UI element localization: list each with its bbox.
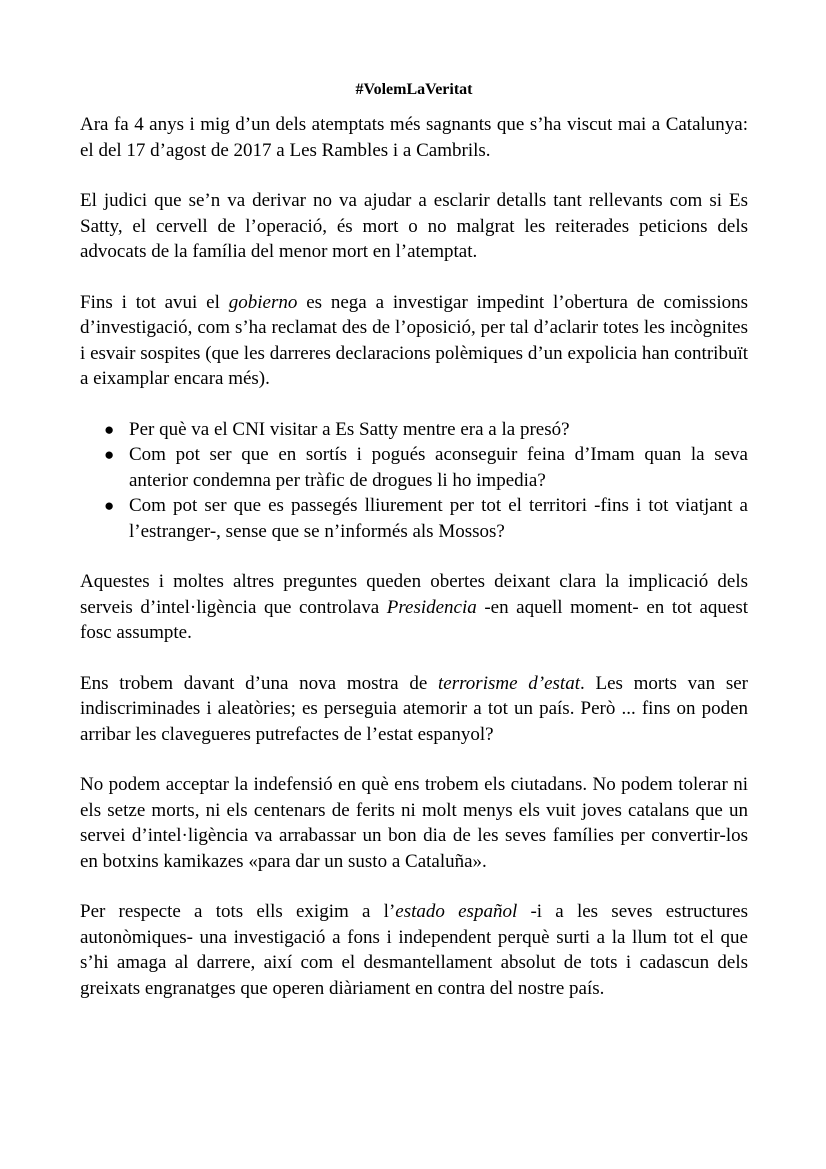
- paragraph-demand-text-1: Per respecte a tots ells exigim a l’: [80, 901, 396, 922]
- paragraph-demand-text-2: -i a les seves estructures autonòmiques- una investigació a fons i independent perquè surti a la llum tot el que s’hi amaga al darrere, així com el desmantellament absolut de tots i cadascun dels greixats engranatges que operen diàriament en contra del nostre país.: [80, 901, 748, 999]
- document-page: [80, 78, 748, 1026]
- questions-list: [80, 417, 748, 545]
- paragraph-questions-text-1: Aquestes i moltes altres preguntes queden obertes deixant clara la implicació dels serveis d’intel·ligència que controlava: [80, 571, 748, 618]
- paragraph-demand: [80, 899, 748, 1001]
- paragraph-questions-emphasis: Presidencia: [386, 596, 477, 618]
- paragraph-terrorism-text-2: . Les morts van ser indiscriminades i aleatòries; es perseguia atemorir a tot un país. Però ... fins on poden arribar les clavegueres putrefactes de l’estat espanyol?: [80, 672, 748, 745]
- paragraph-questions: [80, 569, 748, 646]
- paragraph-citizens: No podem acceptar la indefensió en què ens trobem els ciutadans. No podem tolerar ni els setze morts, ni els centenars de ferits ni molt menys els vuit joves catalans que un servei d’intel·ligència va arrabassar un bon dia de les seves famílies per convertir-los en botxins kamikazes «para dar un susto a Cataluña».: [80, 774, 748, 872]
- paragraph-terrorism-emphasis: terrorisme d’estat: [438, 672, 580, 694]
- list-item: [104, 442, 748, 493]
- paragraph-government-text-2: es nega a investigar impedint l’obertura de comissions d’investigació, com s’ha reclamat des de l’oposició, per tal d’aclarir totes les incògnites i esvair sospites (que les darreres declaracions polèmiques d’un expolicia han contribuït a eixamplar encara més).: [80, 291, 749, 389]
- paragraph-government: [80, 290, 748, 392]
- list-item-text: Per què va el CNI visitar a Es Satty mentre era a la presó?: [129, 418, 570, 440]
- page-title: #VolemLaVeritat: [355, 81, 473, 98]
- paragraph-trial: El judici que se’n va derivar no va ajudar a esclarir detalls tant rellevants com si Es Satty, el cervell de l’operació, és mort o no malgrat les reiterades peticions dels advocats de la família del menor mort en l’atemptat.: [80, 190, 748, 262]
- paragraph-terrorism-text-1: Ens trobem davant d’una nova mostra de: [80, 672, 438, 694]
- bullet-icon: ●: [104, 419, 115, 439]
- list-item: [104, 493, 748, 544]
- paragraph-demand-emphasis: estado español: [395, 901, 518, 922]
- list-item: [104, 417, 748, 443]
- paragraph-government-emphasis: gobierno: [228, 291, 298, 313]
- list-item-text: Com pot ser que en sortís i pogués aconseguir feina d’Imam quan la seva anterior condemna per tràfic de drogues li ho impedia?: [129, 444, 748, 491]
- bullet-icon: ●: [104, 496, 115, 515]
- bullet-icon: ●: [104, 445, 115, 464]
- paragraph-questions-text-2: -en aquell moment- en tot aquest fosc assumpte.: [80, 596, 748, 643]
- list-item-text: Com pot ser que es passegés lliurement per tot el territori -fins i tot viatjant a l’estranger-, sense que se n’informés als Mossos?: [129, 495, 748, 542]
- paragraph-intro: Ara fa 4 anys i mig d’un dels atemptats més sagnants que s’ha viscut mai a Catalunya: el del 17 d’agost de 2017 a Les Rambles i a Cambrils.: [80, 114, 748, 161]
- paragraph-government-text-1: Fins i tot avui el: [80, 291, 229, 313]
- paragraph-terrorism: [80, 671, 748, 748]
